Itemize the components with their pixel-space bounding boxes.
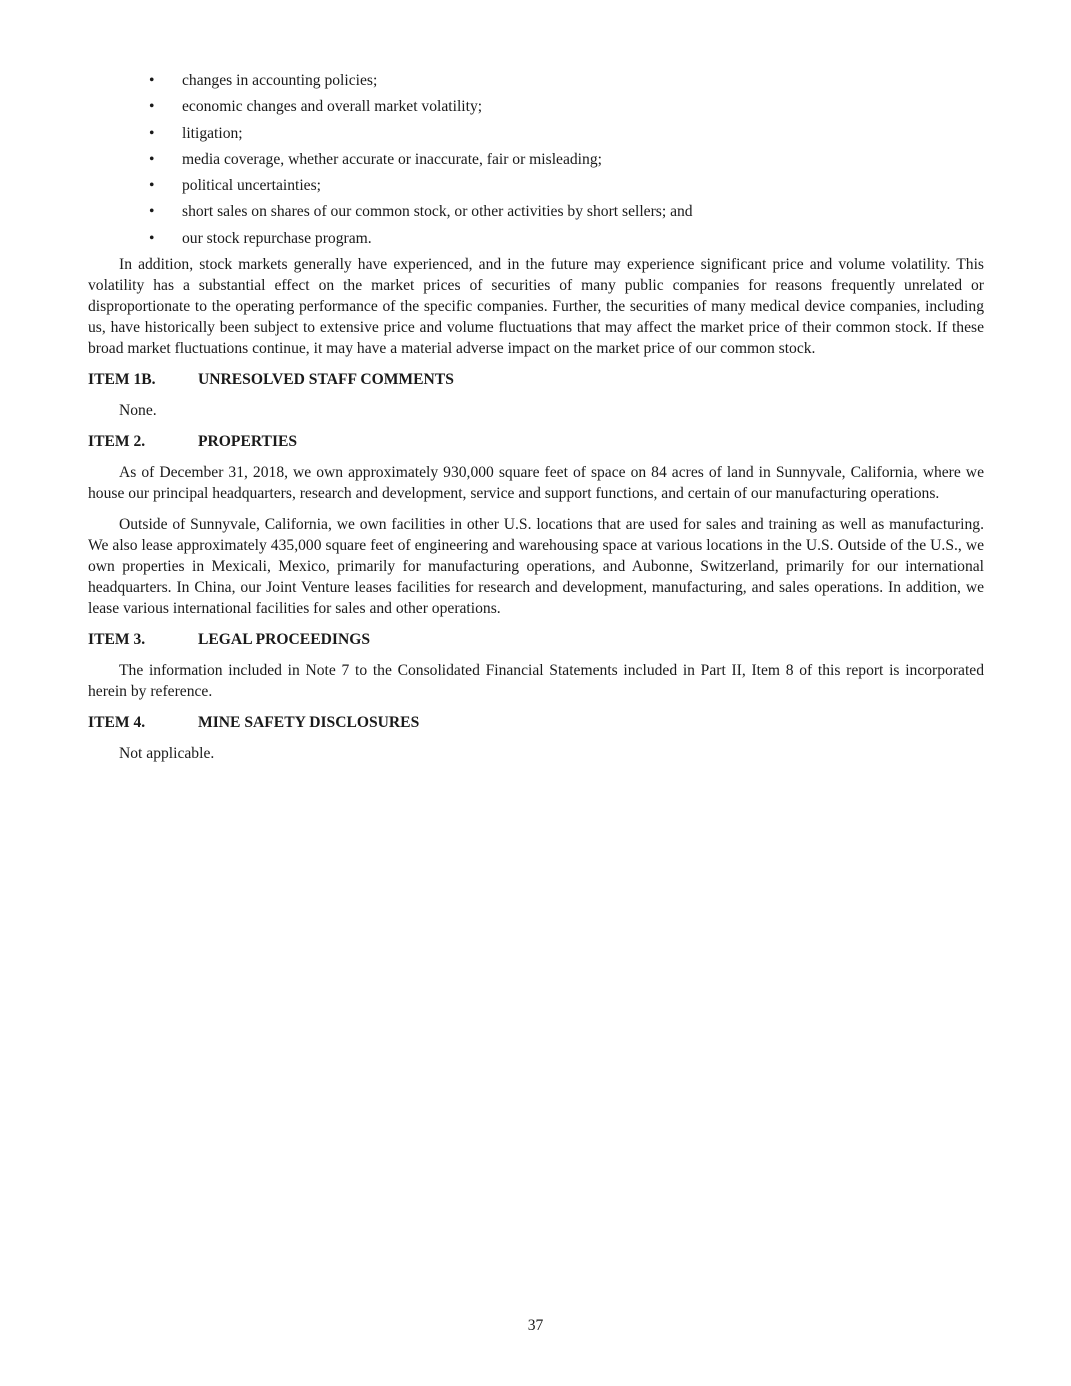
section-paragraph: Outside of Sunnyvale, California, we own facilities in other U.S. locations that are used for sales and training as well as manufacturing. We also lease approximately 435,000 square feet of engineering and warehousing space at various locations in the U.S. Outside of the U.S., we own properties in Mexicali, Mexico, primarily for manufacturing operations, and Aubonne, Switzerland, primarily for our international headquarters. In China, our Joint Venture leases facilities for research and development, manufacturing, and sales operations. In addition, we lease various international facilities for sales and other operations.: [88, 516, 984, 618]
item-title: MINE SAFETY DISCLOSURES: [198, 714, 420, 732]
bullet-icon: •: [149, 98, 155, 116]
item-number: ITEM 2.: [88, 433, 146, 451]
item-title: LEGAL PROCEEDINGS: [198, 631, 371, 649]
section-paragraph: The information included in Note 7 to the Consolidated Financial Statements included in Part II, Item 8 of this report is incorporated herein by reference.: [88, 662, 984, 701]
list-item: [88, 123, 984, 149]
list-item-text: political uncertainties;: [182, 177, 321, 195]
list-item-text: changes in accounting policies;: [182, 72, 378, 89]
section-paragraph: None.: [119, 402, 157, 420]
item-title: UNRESOLVED STAFF COMMENTS: [198, 371, 454, 389]
list-item: [88, 201, 984, 227]
bullet-icon: •: [149, 150, 155, 168]
item-number: ITEM 3.: [88, 631, 146, 649]
list-item: [88, 228, 984, 254]
bullet-icon: •: [149, 124, 155, 142]
section-heading-item-4: [88, 712, 984, 733]
item-title: PROPERTIES: [198, 433, 298, 451]
section-heading-item-2: [88, 431, 984, 452]
section-heading-item-3: [88, 629, 984, 650]
list-item-text: short sales on shares of our common stock, or other activities by short sellers; and: [182, 203, 693, 221]
list-item: [88, 175, 984, 201]
market-volatility-paragraph: In addition, stock markets generally have experienced, and in the future may experience significant price and volume volatility. This volatility has a substantial effect on the market prices of securities of many public companies for reasons frequently unrelated or disproportionate to the operating performance of the specific companies. Further, the securities of many medical device companies, including us, have historically been subject to extensive price and volume fluctuations that may affect the market price of their common stock. If these broad market fluctuations continue, it may have a material adverse impact on the market price of our common stock.: [88, 256, 984, 358]
list-item-text: our stock repurchase program.: [182, 229, 372, 247]
document-page: [88, 70, 984, 764]
section-paragraph: As of December 31, 2018, we own approximately 930,000 square feet of space on 84 acres of land in Sunnyvale, California, where we house our principal headquarters, research and development, service and support functions, and certain of our manufacturing operations.: [88, 464, 984, 503]
item-number: ITEM 4.: [88, 714, 146, 732]
item-number: ITEM 1B.: [88, 371, 156, 389]
risk-factor-bullet-list: [88, 70, 984, 254]
list-item-text: litigation;: [182, 124, 243, 142]
list-item: [88, 70, 984, 96]
page-number: 37: [527, 1317, 544, 1334]
bullet-icon: •: [149, 203, 155, 221]
bullet-icon: •: [149, 177, 155, 195]
bullet-icon: •: [149, 72, 155, 89]
list-item: [88, 96, 984, 122]
list-item-text: economic changes and overall market volatility;: [182, 98, 483, 116]
section-heading-item-1b: [88, 369, 984, 390]
list-item: [88, 149, 984, 175]
list-item-text: media coverage, whether accurate or inaccurate, fair or misleading;: [182, 150, 602, 168]
section-paragraph: Not applicable.: [119, 745, 215, 763]
bullet-icon: •: [149, 229, 155, 247]
